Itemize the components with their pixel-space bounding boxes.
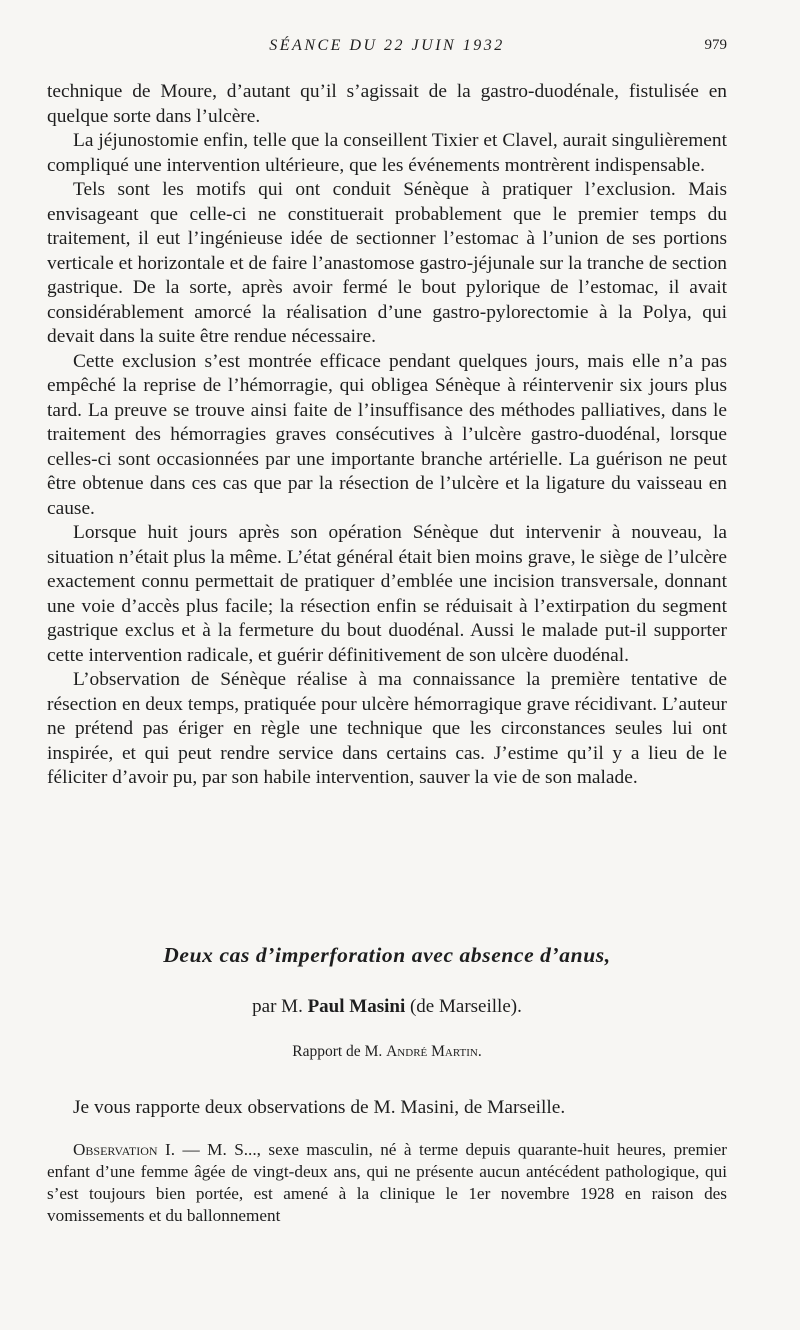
observation-label: Observation I.	[73, 1140, 176, 1159]
article-title: Deux cas d’imperforation avec absence d’anus,	[163, 943, 611, 967]
document-page	[47, 0, 727, 1330]
author-affiliation: (de Marseille).	[409, 996, 522, 1017]
intro-line: Je vous rapporte deux observations de M. Masini, de Marseille.	[73, 1097, 566, 1118]
byline	[47, 996, 727, 1018]
running-title: SÉANCE DU 22 JUIN 1932	[269, 37, 505, 54]
author-name: Paul Masini	[307, 996, 406, 1017]
report-line	[47, 1043, 727, 1061]
reporter-name: André Martin.	[386, 1043, 482, 1060]
paragraph: Cette exclusion s’est montrée efficace pendant quelques jours, mais elle n’a pas empêché la reprise de l’hémorragie, qui obligea Sénèque à réintervenir six jours plus tard. La preuve se trouve ainsi faite de l’insuffisance des méthodes palliatives, dans le traitement des hémorragies graves consécutives à l’ulcère gastro-duodénal, lorsque celles-ci sont occasionnées par une importante branche artérielle. La guérison ne peut être obtenue dans ces cas que par la résection de l’ulcère et la ligature du vaisseau en cause.	[47, 350, 727, 519]
paragraph: La jéjunostomie enfin, telle que la conseillent Tixier et Clavel, aurait singulièrement compliqué une intervention ultérieure, que les événements montrèrent indispensable.	[47, 130, 727, 176]
observation-text: — M. S..., sexe masculin, né à terme depuis quarante-huit heures, premier enfant d’une femme âgée de vingt-deux ans, qui ne présente aucun antécédent pathologique, qui s’est toujours bien portée, est amené à la clinique le 1er novembre 1928 en raison des vomissements et du ballonnement	[47, 1140, 728, 1225]
paragraph: L’observation de Sénèque réalise à ma connaissance la première tentative de résection en deux temps, pratiquée pour ulcère hémorragique grave récidivant. L’auteur ne prétend pas ériger en règle une technique que les circonstances seules lui ont inspirée, et qui peut rendre service dans certains cas. J’estime qu’il y a lieu de le féliciter d’avoir pu, par son habile intervention, sauver la vie de son malade.	[47, 669, 727, 788]
page-number: 979	[704, 37, 727, 53]
report-prefix: Rapport de M.	[292, 1043, 383, 1060]
paragraph: Lorsque huit jours après son opération Sénèque dut intervenir à nouveau, la situation n’était plus la même. L’état général était bien moins grave, le siège de l’ulcère exactement connu permettait de pratiquer d’emblée une incision transversale, donnant une voie d’accès plus facile; la résection enfin se réduisait à l’extirpation du segment gastrique exclus et à la fermeture du bout duodénal. Aussi le malade put-il supporter cette intervention radicale, et guérir définitivement de son ulcère duodénal.	[47, 522, 727, 666]
observation-paragraph	[47, 1139, 727, 1227]
running-head	[47, 37, 727, 57]
body-text	[47, 80, 727, 791]
paragraph-continued: technique de Moure, d’autant qu’il s’agissait de la gastro-duodénale, fistulisée en quelque sorte dans l’ulcère.	[47, 81, 727, 127]
byline-prefix: par M.	[252, 996, 303, 1017]
paragraph: Tels sont les motifs qui ont conduit Sénèque à pratiquer l’exclusion. Mais envisageant que celle-ci ne constituerait probablement que le premier temps du traitement, il eut l’ingénieuse idée de sectionner l’estomac à l’union de ses portions verticale et horizontale et de faire l’anastomose gastro-jéjunale sur la tranche de section gastrique. De la sorte, après avoir fermé le bout pylorique de l’estomac, il avait considérablement amorcé la réalisation d’une gastro-pylorectomie à la Polya, qui devait dans la suite être rendue nécessaire.	[47, 179, 727, 347]
